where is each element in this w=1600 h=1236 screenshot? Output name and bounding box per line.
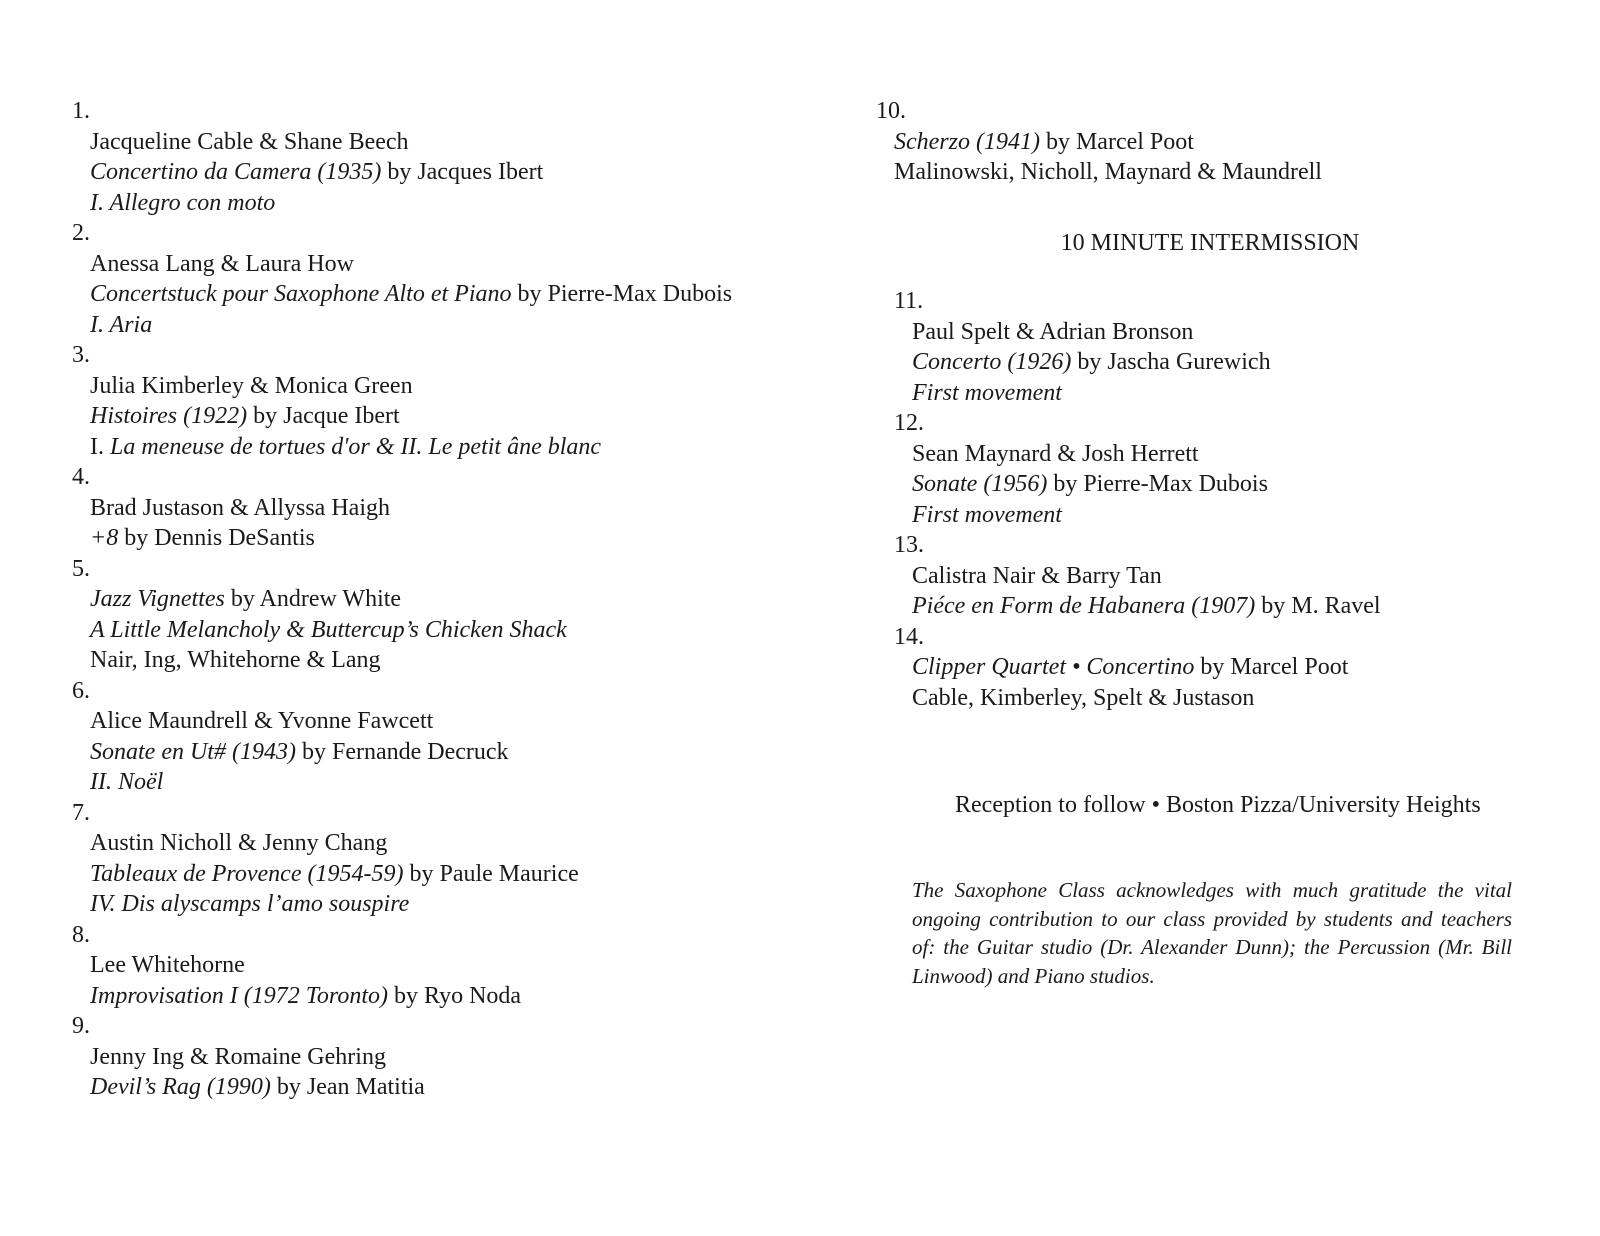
performers: Jenny Ing & Romaine Gehring: [90, 1043, 386, 1070]
program-item-8: [72, 920, 772, 1012]
composer: by Dennis DeSantis: [118, 525, 315, 551]
work-line: [72, 1072, 772, 1103]
program-item-12: [894, 408, 1526, 530]
performers: Calistra Nair & Barry Tan: [912, 562, 1162, 589]
composer: by Andrew White: [224, 586, 402, 612]
work-title: Scherzo (1941): [894, 128, 1040, 155]
movement-line: [72, 432, 772, 463]
work-line: [894, 591, 1526, 622]
performers: Alice Maundrell & Yvonne Fawcett: [90, 708, 434, 734]
work-title: Concertstuck pour Saxophone Alto et Piano: [90, 281, 512, 307]
movement: II. Noël: [90, 769, 164, 795]
composer: by Pierre-Max Dubois: [511, 281, 733, 307]
composer: by M. Ravel: [1255, 593, 1381, 619]
item-number: 10.: [876, 98, 906, 124]
item-number: 1.: [72, 98, 90, 124]
work-line: [894, 652, 1526, 683]
item-number: 8.: [72, 921, 90, 948]
performers: Paul Spelt & Adrian Bronson: [912, 318, 1194, 345]
item-number: 7.: [72, 799, 90, 826]
movement: I. Aria: [90, 311, 153, 338]
program-item-10: [876, 96, 1526, 188]
composer: by Marcel Poot: [1194, 654, 1349, 680]
composer: by Pierre-Max Dubois: [1047, 471, 1268, 497]
work-line: [72, 401, 772, 432]
work-line: [72, 523, 772, 554]
program-item-9: [72, 1011, 772, 1103]
item-number: 14.: [894, 623, 924, 650]
work-title: Clipper Quartet • Concertino: [912, 654, 1195, 680]
composer: by Ryo Noda: [388, 982, 522, 1009]
program-right-column: [894, 286, 1526, 713]
movement: A Little Melancholy & Buttercup’s Chicken Shack: [90, 616, 567, 643]
composer: by Jascha Gurewich: [1071, 349, 1271, 375]
program-item-1: [72, 96, 772, 218]
performers: Julia Kimberley & Monica Green: [90, 372, 413, 399]
movement: I. Allegro con moto: [90, 189, 276, 216]
work-line: [894, 347, 1526, 378]
movement: First movement: [912, 501, 1062, 528]
item-number: 11.: [894, 288, 924, 314]
item-number: 12.: [894, 410, 924, 436]
performers: Malinowski, Nicholl, Maynard & Maundrell: [894, 159, 1322, 185]
work-title: Devil’s Rag (1990): [90, 1074, 271, 1100]
performers: Sean Maynard & Josh Herrett: [912, 440, 1199, 467]
composer: by Marcel Poot: [1039, 128, 1194, 155]
acknowledgement-paragraph: The Saxophone Class acknowledges with much gratitude the vital ongoing contribution to our class provided by students and teachers of: the Guitar studio (Dr. Alexander Dunn); the Percussion (Mr. Bill Linwood) and Piano studios.: [912, 878, 1512, 988]
work-line: [72, 157, 772, 188]
item-number: 2.: [72, 220, 90, 246]
program-item-11: [894, 286, 1526, 408]
work-title: Sonate en Ut# (1943): [90, 738, 296, 765]
work-title: Improvisation I (1972 Toronto): [90, 982, 389, 1009]
performers: Brad Justason & Allyssa Haigh: [90, 494, 390, 521]
composer: by Jean Matitia: [270, 1074, 425, 1100]
composer: by Fernande Decruck: [295, 738, 509, 765]
item-number: 4.: [72, 464, 90, 490]
item-number: 3.: [72, 342, 90, 368]
item-number: 6.: [72, 677, 90, 704]
work-line: [72, 859, 772, 890]
program-item-13: [894, 530, 1526, 622]
performers: Anessa Lang & Laura How: [90, 250, 354, 277]
performers: Jacqueline Cable & Shane Beech: [90, 128, 409, 155]
performers: Lee Whitehorne: [90, 952, 245, 978]
performers: Cable, Kimberley, Spelt & Justason: [912, 684, 1255, 711]
program-item-7: [72, 798, 772, 920]
item-number: 13.: [894, 532, 924, 558]
program-item-4: [72, 462, 772, 554]
item-number: 5.: [72, 555, 90, 582]
work-line: [72, 737, 772, 768]
work-title: Histoires (1922): [90, 403, 248, 429]
program-item-14: [894, 622, 1526, 714]
work-title: +8: [90, 525, 119, 551]
movement: First movement: [912, 379, 1062, 406]
performers: Austin Nicholl & Jenny Chang: [90, 830, 388, 856]
work-title: Tableaux de Provence (1954-59): [90, 860, 404, 887]
composer: by Jacques Ibert: [381, 159, 544, 185]
program-item-2: [72, 218, 772, 340]
work-title: Concerto (1926): [912, 349, 1072, 375]
program-left-column: [72, 96, 772, 1103]
movement: La meneuse de tortues d'or & II. Le petit âne blanc: [110, 433, 602, 460]
performers: Nair, Ing, Whitehorne & Lang: [90, 647, 381, 673]
composer: by Jacque Ibert: [247, 403, 400, 429]
work-title: Jazz Vignettes: [90, 586, 225, 612]
work-line: [72, 279, 772, 310]
program-item-3: [72, 340, 772, 462]
reception-note: Reception to follow • Boston Pizza/University Heights: [955, 792, 1481, 818]
work-line: [894, 469, 1526, 500]
work-line: [72, 981, 772, 1012]
item-number: 9.: [72, 1013, 90, 1039]
movement-prefix: I.: [90, 433, 110, 460]
work-line: [72, 584, 772, 615]
work-title: Piéce en Form de Habanera (1907): [912, 593, 1256, 619]
work-title: Sonate (1956): [912, 471, 1048, 497]
program-right-column-top: [876, 96, 1526, 188]
composer: by Paule Maurice: [403, 860, 579, 887]
intermission-heading: 10 MINUTE INTERMISSION: [1060, 230, 1360, 256]
movement: IV. Dis alyscamps l’amo souspire: [90, 891, 410, 917]
work-line: [876, 127, 1526, 158]
work-title: Concertino da Camera (1935): [90, 159, 382, 185]
program-item-5: [72, 554, 772, 676]
program-item-6: [72, 676, 772, 798]
